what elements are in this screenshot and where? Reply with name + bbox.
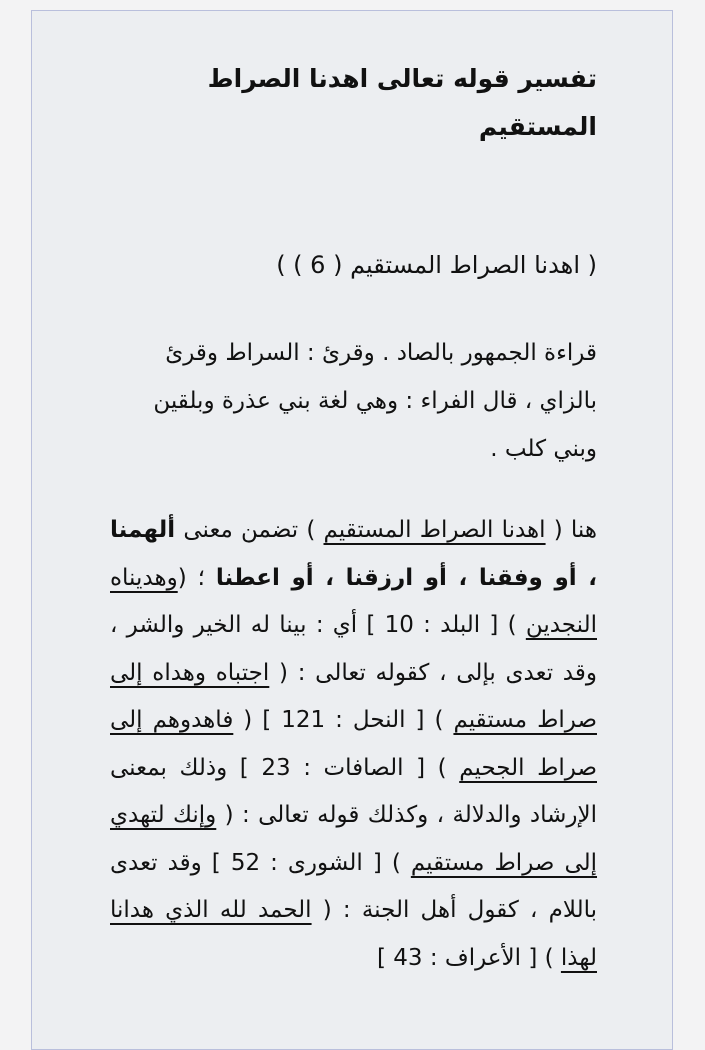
paragraph-readings: قراءة الجمهور بالصاد . وقرئ : السراط وقرئ بالزاي ، قال الفراء : وهي لغة بني عذرة وبلقين وبني كلب . (153, 340, 597, 462)
document-page (31, 10, 673, 1050)
text-segment: ) [ البلد : 10 ] أي : بينا له الخير والشر ، وقد تعدى بإلى ، كقوله تعالى : ( (110, 612, 597, 686)
text-segment: ) [ الشورى : 52 ] وقد تعدى باللام ، كقول أهل الجنة : ( (110, 849, 597, 923)
quran-quote: وهديناه النجدين (110, 564, 597, 638)
quran-quote: الحمد لله الذي هدانا لهذا (110, 897, 597, 971)
quran-quote: وإنك لتهدي إلى صراط مستقيم (110, 802, 598, 876)
document-content (110, 55, 597, 982)
text-segment: ) [ الأعراف : 43 ] (376, 944, 561, 971)
text-segment: ) تضمن معنى (175, 517, 324, 543)
text-segment: ) [ النحل : 121 ] ( (233, 707, 454, 733)
text-segment: هنا ( (545, 517, 597, 543)
paragraph-tafsir (110, 507, 597, 982)
text-segment: ؛ ( (177, 564, 216, 591)
quran-quote: اهدنا الصراط المستقيم (323, 517, 546, 543)
quran-quote: فاهدوهم إلى صراط الجحيم (110, 707, 597, 781)
page-title: تفسير قوله تعالى اهدنا الصراط المستقيم (207, 64, 597, 141)
verse-heading: ( اهدنا الصراط المستقيم ( 6 ) ) (276, 251, 597, 279)
text-segment: ) [ الصافات : 23 ] وذلك بمعنى الإرشاد والدلالة ، وكذلك قوله تعالى : ( (110, 754, 597, 828)
bold-meanings: ألهمنا ، أو وفقنا ، أو ارزقنا ، أو اعطنا (110, 517, 597, 591)
quran-quote: اجتباه وهداه إلى صراط مستقيم (110, 659, 597, 733)
